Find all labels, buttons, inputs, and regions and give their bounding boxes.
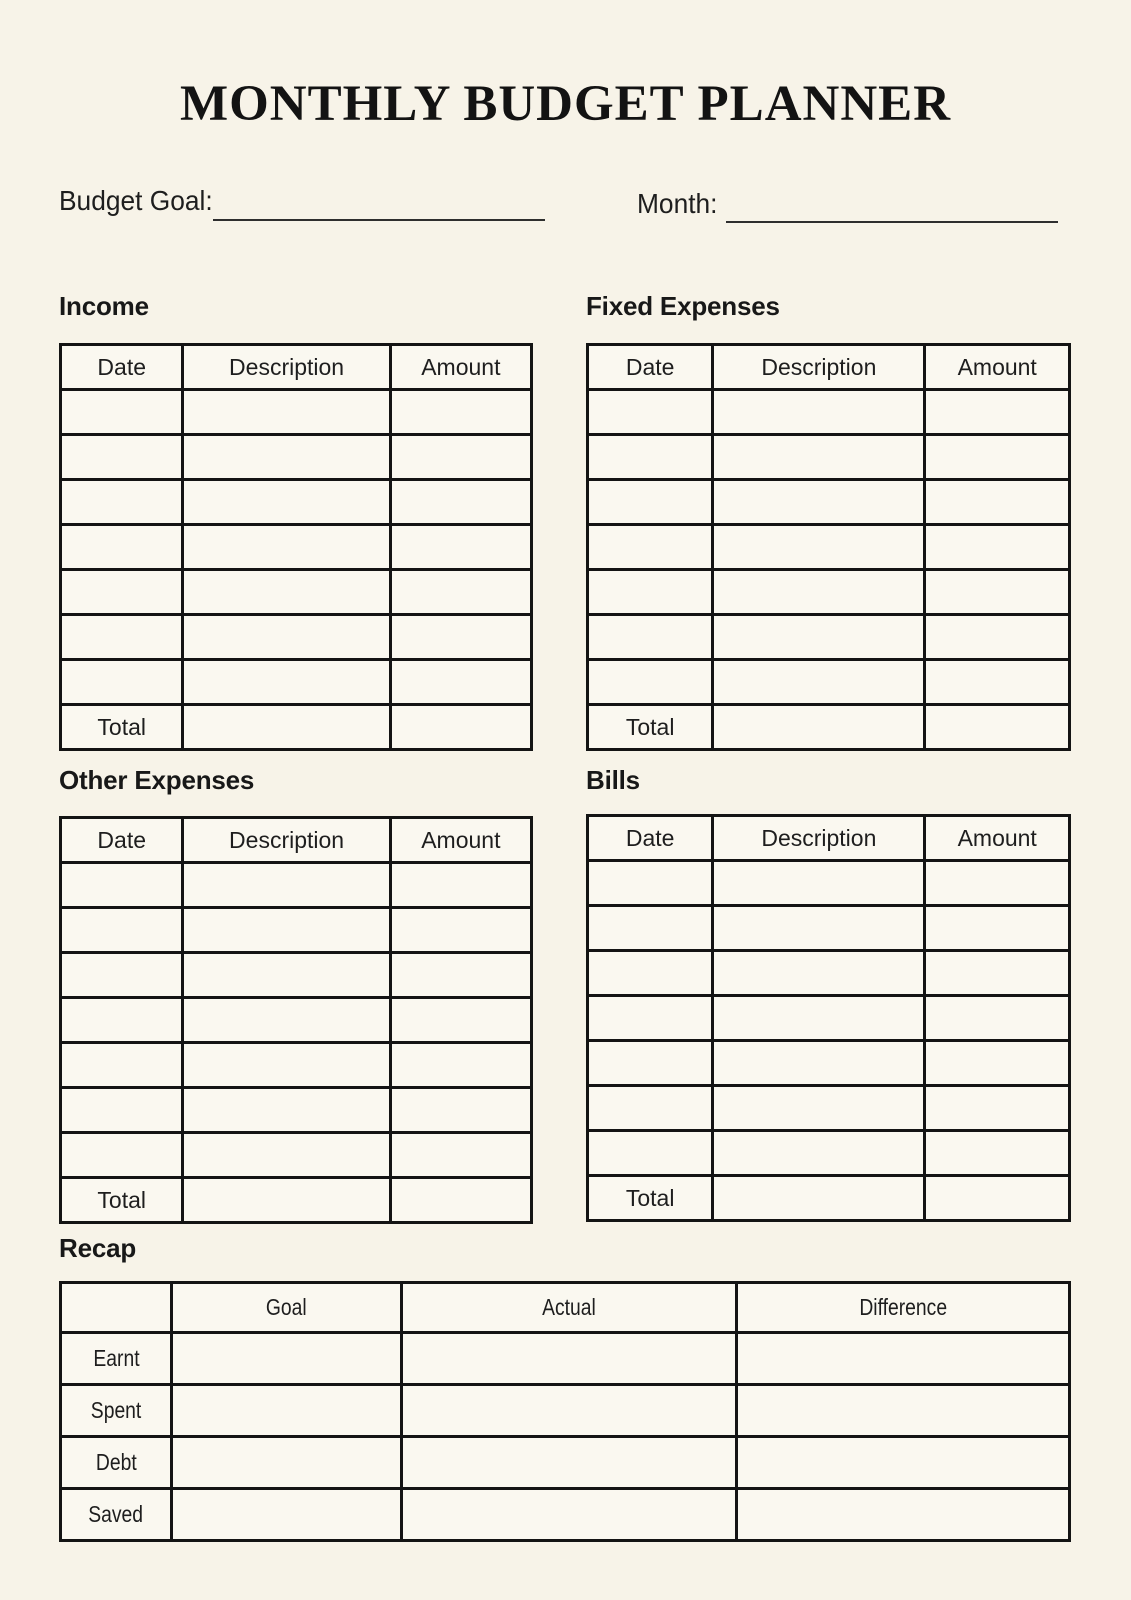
amount-cell-blank[interactable]	[390, 390, 531, 435]
description-cell-blank[interactable]	[183, 998, 390, 1043]
spent-actual-blank[interactable]	[402, 1385, 737, 1437]
description-cell-blank[interactable]	[183, 390, 390, 435]
month-label: Month:	[637, 188, 718, 219]
table-row	[61, 998, 532, 1043]
recap-row-debt	[61, 1437, 1070, 1489]
earnt-actual-blank[interactable]	[402, 1333, 737, 1385]
description-cell-blank[interactable]	[183, 570, 390, 615]
description-cell-blank[interactable]	[713, 1086, 925, 1131]
amount-cell-blank[interactable]	[925, 1041, 1070, 1086]
amount-cell-blank[interactable]	[925, 660, 1070, 705]
table-row	[61, 1133, 532, 1178]
recap-table	[59, 1281, 1071, 1542]
description-cell-blank[interactable]	[713, 951, 925, 996]
fixed-expenses-table	[586, 343, 1071, 751]
total-row	[61, 1178, 532, 1223]
table-row	[588, 996, 1070, 1041]
column-header-description: Description	[183, 818, 390, 863]
column-header-amount: Amount	[390, 345, 531, 390]
column-header-amount: Amount	[925, 345, 1070, 390]
debt-difference-blank[interactable]	[737, 1437, 1070, 1489]
description-cell-blank[interactable]	[713, 390, 925, 435]
spent-difference-blank[interactable]	[737, 1385, 1070, 1437]
amount-cell-blank[interactable]	[925, 615, 1070, 660]
table-row	[588, 951, 1070, 996]
table-row	[61, 1043, 532, 1088]
description-cell-blank[interactable]	[183, 660, 390, 705]
budget-goal-input[interactable]	[213, 189, 545, 221]
date-cell-blank[interactable]	[588, 1086, 713, 1131]
table-row	[61, 953, 532, 998]
column-header-date: Date	[61, 818, 183, 863]
table-header-row	[61, 818, 532, 863]
date-cell-blank[interactable]	[588, 615, 713, 660]
amount-cell-blank[interactable]	[925, 525, 1070, 570]
month-input[interactable]	[726, 191, 1058, 223]
column-header-amount: Amount	[390, 818, 531, 863]
column-header-description: Description	[183, 345, 390, 390]
table-row	[61, 435, 532, 480]
amount-cell-blank[interactable]	[390, 863, 531, 908]
column-header-date: Date	[588, 345, 713, 390]
description-cell-blank[interactable]	[183, 525, 390, 570]
table-row	[588, 1086, 1070, 1131]
table-header-row	[61, 345, 532, 390]
total-label: Total	[61, 1178, 183, 1223]
description-cell-blank[interactable]	[713, 660, 925, 705]
amount-cell-blank[interactable]	[390, 435, 531, 480]
table-row	[588, 390, 1070, 435]
section-title-income: Income	[59, 291, 149, 321]
date-cell-blank[interactable]	[588, 525, 713, 570]
amount-cell-blank[interactable]	[390, 1088, 531, 1133]
income-table	[59, 343, 533, 751]
earnt-goal-blank[interactable]	[171, 1333, 401, 1385]
date-cell-blank[interactable]	[61, 660, 183, 705]
date-cell-blank[interactable]	[588, 480, 713, 525]
date-cell-blank[interactable]	[588, 951, 713, 996]
date-cell-blank[interactable]	[588, 861, 713, 906]
date-cell-blank[interactable]	[61, 953, 183, 998]
column-header-description: Description	[713, 345, 925, 390]
amount-cell-blank[interactable]	[390, 908, 531, 953]
column-header-date: Date	[61, 345, 183, 390]
amount-cell-blank[interactable]	[390, 1133, 531, 1178]
amount-cell-blank[interactable]	[390, 615, 531, 660]
description-cell-blank[interactable]	[183, 953, 390, 998]
column-header-date: Date	[588, 816, 713, 861]
total-description-blank[interactable]	[183, 705, 390, 750]
amount-cell-blank[interactable]	[925, 951, 1070, 996]
table-row	[588, 480, 1070, 525]
amount-cell-blank[interactable]	[390, 953, 531, 998]
total-row	[588, 1176, 1070, 1221]
table-row	[61, 390, 532, 435]
description-cell-blank[interactable]	[183, 480, 390, 525]
description-cell-blank[interactable]	[713, 906, 925, 951]
date-cell-blank[interactable]	[61, 1133, 183, 1178]
table-row	[588, 525, 1070, 570]
recap-row-earnt	[61, 1333, 1070, 1385]
date-cell-blank[interactable]	[61, 1043, 183, 1088]
debt-goal-blank[interactable]	[171, 1437, 401, 1489]
date-cell-blank[interactable]	[61, 390, 183, 435]
saved-actual-blank[interactable]	[402, 1489, 737, 1541]
table-row	[61, 660, 532, 705]
date-cell-blank[interactable]	[61, 998, 183, 1043]
total-row	[588, 705, 1070, 750]
table-row	[588, 435, 1070, 480]
recap-row-label: Earnt	[61, 1333, 172, 1385]
table-row	[61, 863, 532, 908]
page-title: MONTHLY BUDGET PLANNER	[179, 76, 952, 132]
table-row	[61, 615, 532, 660]
table-row	[588, 1131, 1070, 1176]
description-cell-blank[interactable]	[183, 1088, 390, 1133]
description-cell-blank[interactable]	[183, 1043, 390, 1088]
description-cell-blank[interactable]	[713, 435, 925, 480]
table-row	[588, 1041, 1070, 1086]
date-cell-blank[interactable]	[588, 435, 713, 480]
table-row	[588, 660, 1070, 705]
table-row	[61, 1088, 532, 1133]
total-description-blank[interactable]	[183, 1178, 390, 1223]
date-cell-blank[interactable]	[588, 1131, 713, 1176]
table-row	[588, 861, 1070, 906]
section-title-recap: Recap	[59, 1233, 137, 1263]
bills-table	[586, 814, 1071, 1222]
date-cell-blank[interactable]	[61, 908, 183, 953]
total-label: Total	[61, 705, 183, 750]
date-cell-blank[interactable]	[61, 525, 183, 570]
recap-row-label: Saved	[61, 1489, 172, 1541]
amount-cell-blank[interactable]	[925, 435, 1070, 480]
column-header-goal: Goal	[171, 1283, 401, 1333]
saved-goal-blank[interactable]	[171, 1489, 401, 1541]
date-cell-blank[interactable]	[588, 1041, 713, 1086]
total-label: Total	[588, 705, 713, 750]
amount-cell-blank[interactable]	[925, 480, 1070, 525]
amount-cell-blank[interactable]	[925, 906, 1070, 951]
amount-cell-blank[interactable]	[390, 660, 531, 705]
amount-cell-blank[interactable]	[925, 390, 1070, 435]
total-row	[61, 705, 532, 750]
recap-row-label: Debt	[61, 1437, 172, 1489]
date-cell-blank[interactable]	[588, 996, 713, 1041]
total-description-blank[interactable]	[713, 705, 925, 750]
column-header-amount: Amount	[925, 816, 1070, 861]
description-cell-blank[interactable]	[713, 996, 925, 1041]
amount-cell-blank[interactable]	[925, 570, 1070, 615]
date-cell-blank[interactable]	[588, 390, 713, 435]
table-row	[61, 570, 532, 615]
description-cell-blank[interactable]	[713, 861, 925, 906]
earnt-difference-blank[interactable]	[737, 1333, 1070, 1385]
saved-difference-blank[interactable]	[737, 1489, 1070, 1541]
description-cell-blank[interactable]	[713, 480, 925, 525]
description-cell-blank[interactable]	[183, 435, 390, 480]
description-cell-blank[interactable]	[713, 1041, 925, 1086]
date-cell-blank[interactable]	[61, 1088, 183, 1133]
budget-goal-label: Budget Goal:	[59, 185, 213, 216]
description-cell-blank[interactable]	[183, 908, 390, 953]
date-cell-blank[interactable]	[61, 863, 183, 908]
date-cell-blank[interactable]	[61, 480, 183, 525]
column-header-description: Description	[713, 816, 925, 861]
table-header-row	[588, 345, 1070, 390]
other-expenses-table	[59, 816, 533, 1224]
amount-cell-blank[interactable]	[390, 570, 531, 615]
description-cell-blank[interactable]	[183, 863, 390, 908]
total-amount-blank[interactable]	[925, 1176, 1070, 1221]
recap-row-label: Spent	[61, 1385, 172, 1437]
description-cell-blank[interactable]	[183, 615, 390, 660]
amount-cell-blank[interactable]	[925, 1086, 1070, 1131]
recap-corner-cell	[61, 1283, 172, 1333]
amount-cell-blank[interactable]	[390, 480, 531, 525]
amount-cell-blank[interactable]	[390, 1043, 531, 1088]
description-cell-blank[interactable]	[183, 1133, 390, 1178]
description-cell-blank[interactable]	[713, 570, 925, 615]
recap-row-saved	[61, 1489, 1070, 1541]
table-row	[61, 480, 532, 525]
description-cell-blank[interactable]	[713, 1131, 925, 1176]
amount-cell-blank[interactable]	[925, 861, 1070, 906]
amount-cell-blank[interactable]	[390, 998, 531, 1043]
total-label: Total	[588, 1176, 713, 1221]
total-amount-blank[interactable]	[390, 1178, 531, 1223]
amount-cell-blank[interactable]	[390, 525, 531, 570]
amount-cell-blank[interactable]	[925, 996, 1070, 1041]
amount-cell-blank[interactable]	[925, 1131, 1070, 1176]
spent-goal-blank[interactable]	[171, 1385, 401, 1437]
total-description-blank[interactable]	[713, 1176, 925, 1221]
table-row	[61, 525, 532, 570]
section-title-fixed-expenses: Fixed Expenses	[586, 291, 780, 321]
date-cell-blank[interactable]	[61, 615, 183, 660]
description-cell-blank[interactable]	[713, 525, 925, 570]
table-header-row	[588, 816, 1070, 861]
date-cell-blank[interactable]	[61, 570, 183, 615]
debt-actual-blank[interactable]	[402, 1437, 737, 1489]
recap-header-row	[61, 1283, 1070, 1333]
total-amount-blank[interactable]	[925, 705, 1070, 750]
column-header-actual: Actual	[402, 1283, 737, 1333]
table-row	[61, 908, 532, 953]
table-row	[588, 906, 1070, 951]
column-header-difference: Difference	[737, 1283, 1070, 1333]
section-title-bills: Bills	[586, 765, 640, 795]
total-amount-blank[interactable]	[390, 705, 531, 750]
description-cell-blank[interactable]	[713, 615, 925, 660]
date-cell-blank[interactable]	[588, 570, 713, 615]
table-row	[588, 615, 1070, 660]
date-cell-blank[interactable]	[588, 660, 713, 705]
date-cell-blank[interactable]	[588, 906, 713, 951]
date-cell-blank[interactable]	[61, 435, 183, 480]
table-row	[588, 570, 1070, 615]
section-title-other-expenses: Other Expenses	[59, 765, 255, 795]
recap-row-spent	[61, 1385, 1070, 1437]
